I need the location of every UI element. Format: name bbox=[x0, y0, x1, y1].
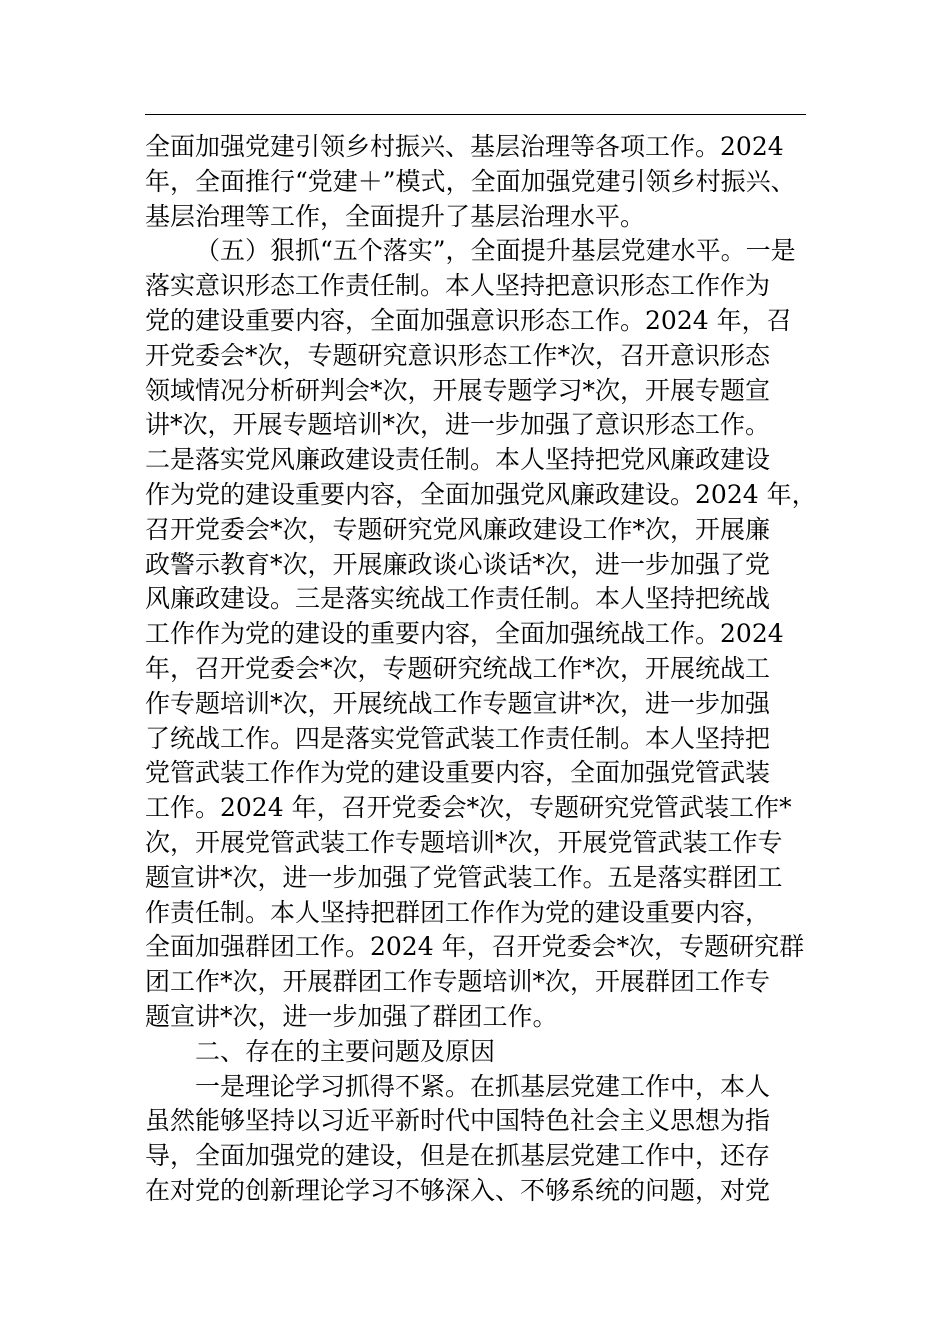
text-line: 作责任制。本人坚持把群团工作作为党的建设重要内容， bbox=[145, 897, 771, 927]
text-line: 全面加强党建引领乡村振兴、基层治理等各项工作。2024 bbox=[145, 132, 784, 161]
text-line: 在对党的创新理论学习不够深入、不够系统的问题，对党 bbox=[145, 1175, 771, 1205]
text-line: 题宣讲*次，进一步加强了群团工作。 bbox=[145, 1001, 558, 1031]
text-line: 二、存在的主要问题及原因 bbox=[195, 1036, 496, 1066]
text-line: 团工作*次，开展群团工作专题培训*次，开展群团工作专 bbox=[145, 967, 771, 997]
text-line: 作为党的建设重要内容，全面加强党风廉政建设。2024 年， bbox=[145, 479, 817, 509]
text-line: 导，全面加强党的建设，但是在抓基层党建工作中，还存 bbox=[145, 1141, 771, 1171]
text-line: 工作。2024 年，召开党委会*次，专题研究党管武装工作* bbox=[145, 793, 792, 823]
text-line: （五）狠抓“五个落实”，全面提升基层党建水平。一是 bbox=[195, 236, 796, 266]
body-text bbox=[145, 130, 817, 1209]
text-line: 领域情况分析研判会*次，开展专题学习*次，开展专题宣 bbox=[145, 375, 771, 405]
text-line: 次，开展党管武装工作专题培训*次，开展党管武装工作专 bbox=[145, 827, 783, 857]
text-line: 作专题培训*次，开展统战工作专题宣讲*次，进一步加强 bbox=[145, 688, 771, 718]
text-line: 党管武装工作作为党的建设重要内容，全面加强党管武装 bbox=[145, 758, 771, 788]
text-line: 虽然能够坚持以习近平新时代中国特色社会主义思想为指 bbox=[145, 1106, 771, 1136]
text-line: 召开党委会*次，专题研究党风廉政建设工作*次，开展廉 bbox=[145, 514, 771, 544]
text-line: 全面加强群团工作。2024 年，召开党委会*次，专题研究群 bbox=[145, 932, 805, 962]
text-line: 一是理论学习抓得不紧。在抓基层党建工作中，本人 bbox=[195, 1071, 771, 1101]
text-line: 讲*次，开展专题培训*次，进一步加强了意识形态工作。 bbox=[145, 410, 771, 440]
text-line: 基层治理等工作，全面提升了基层治理水平。 bbox=[145, 201, 646, 231]
text-line: 年，全面推行“党建＋”模式，全面加强党建引领乡村振兴、 bbox=[145, 166, 796, 196]
text-line: 政警示教育*次，开展廉政谈心谈话*次，进一步加强了党 bbox=[145, 549, 771, 579]
text-line: 党的建设重要内容，全面加强意识形态工作。2024 年，召 bbox=[145, 305, 792, 335]
text-line: 题宣讲*次，进一步加强了党管武装工作。五是落实群团工 bbox=[145, 862, 783, 892]
text-line: 年，召开党委会*次，专题研究统战工作*次，开展统战工 bbox=[145, 653, 771, 683]
header-rule bbox=[145, 114, 806, 115]
text-line: 工作作为党的建设的重要内容，全面加强统战工作。2024 bbox=[145, 619, 784, 649]
text-line: 了统战工作。四是落实党管武装工作责任制。本人坚持把 bbox=[145, 723, 771, 753]
text-line: 二是落实党风廉政建设责任制。本人坚持把党风廉政建设 bbox=[145, 445, 771, 475]
text-line: 开党委会*次，专题研究意识形态工作*次，召开意识形态 bbox=[145, 340, 771, 370]
text-line: 风廉政建设。三是落实统战工作责任制。本人坚持把统战 bbox=[145, 584, 771, 614]
text-line: 落实意识形态工作责任制。本人坚持把意识形态工作作为 bbox=[145, 271, 771, 301]
